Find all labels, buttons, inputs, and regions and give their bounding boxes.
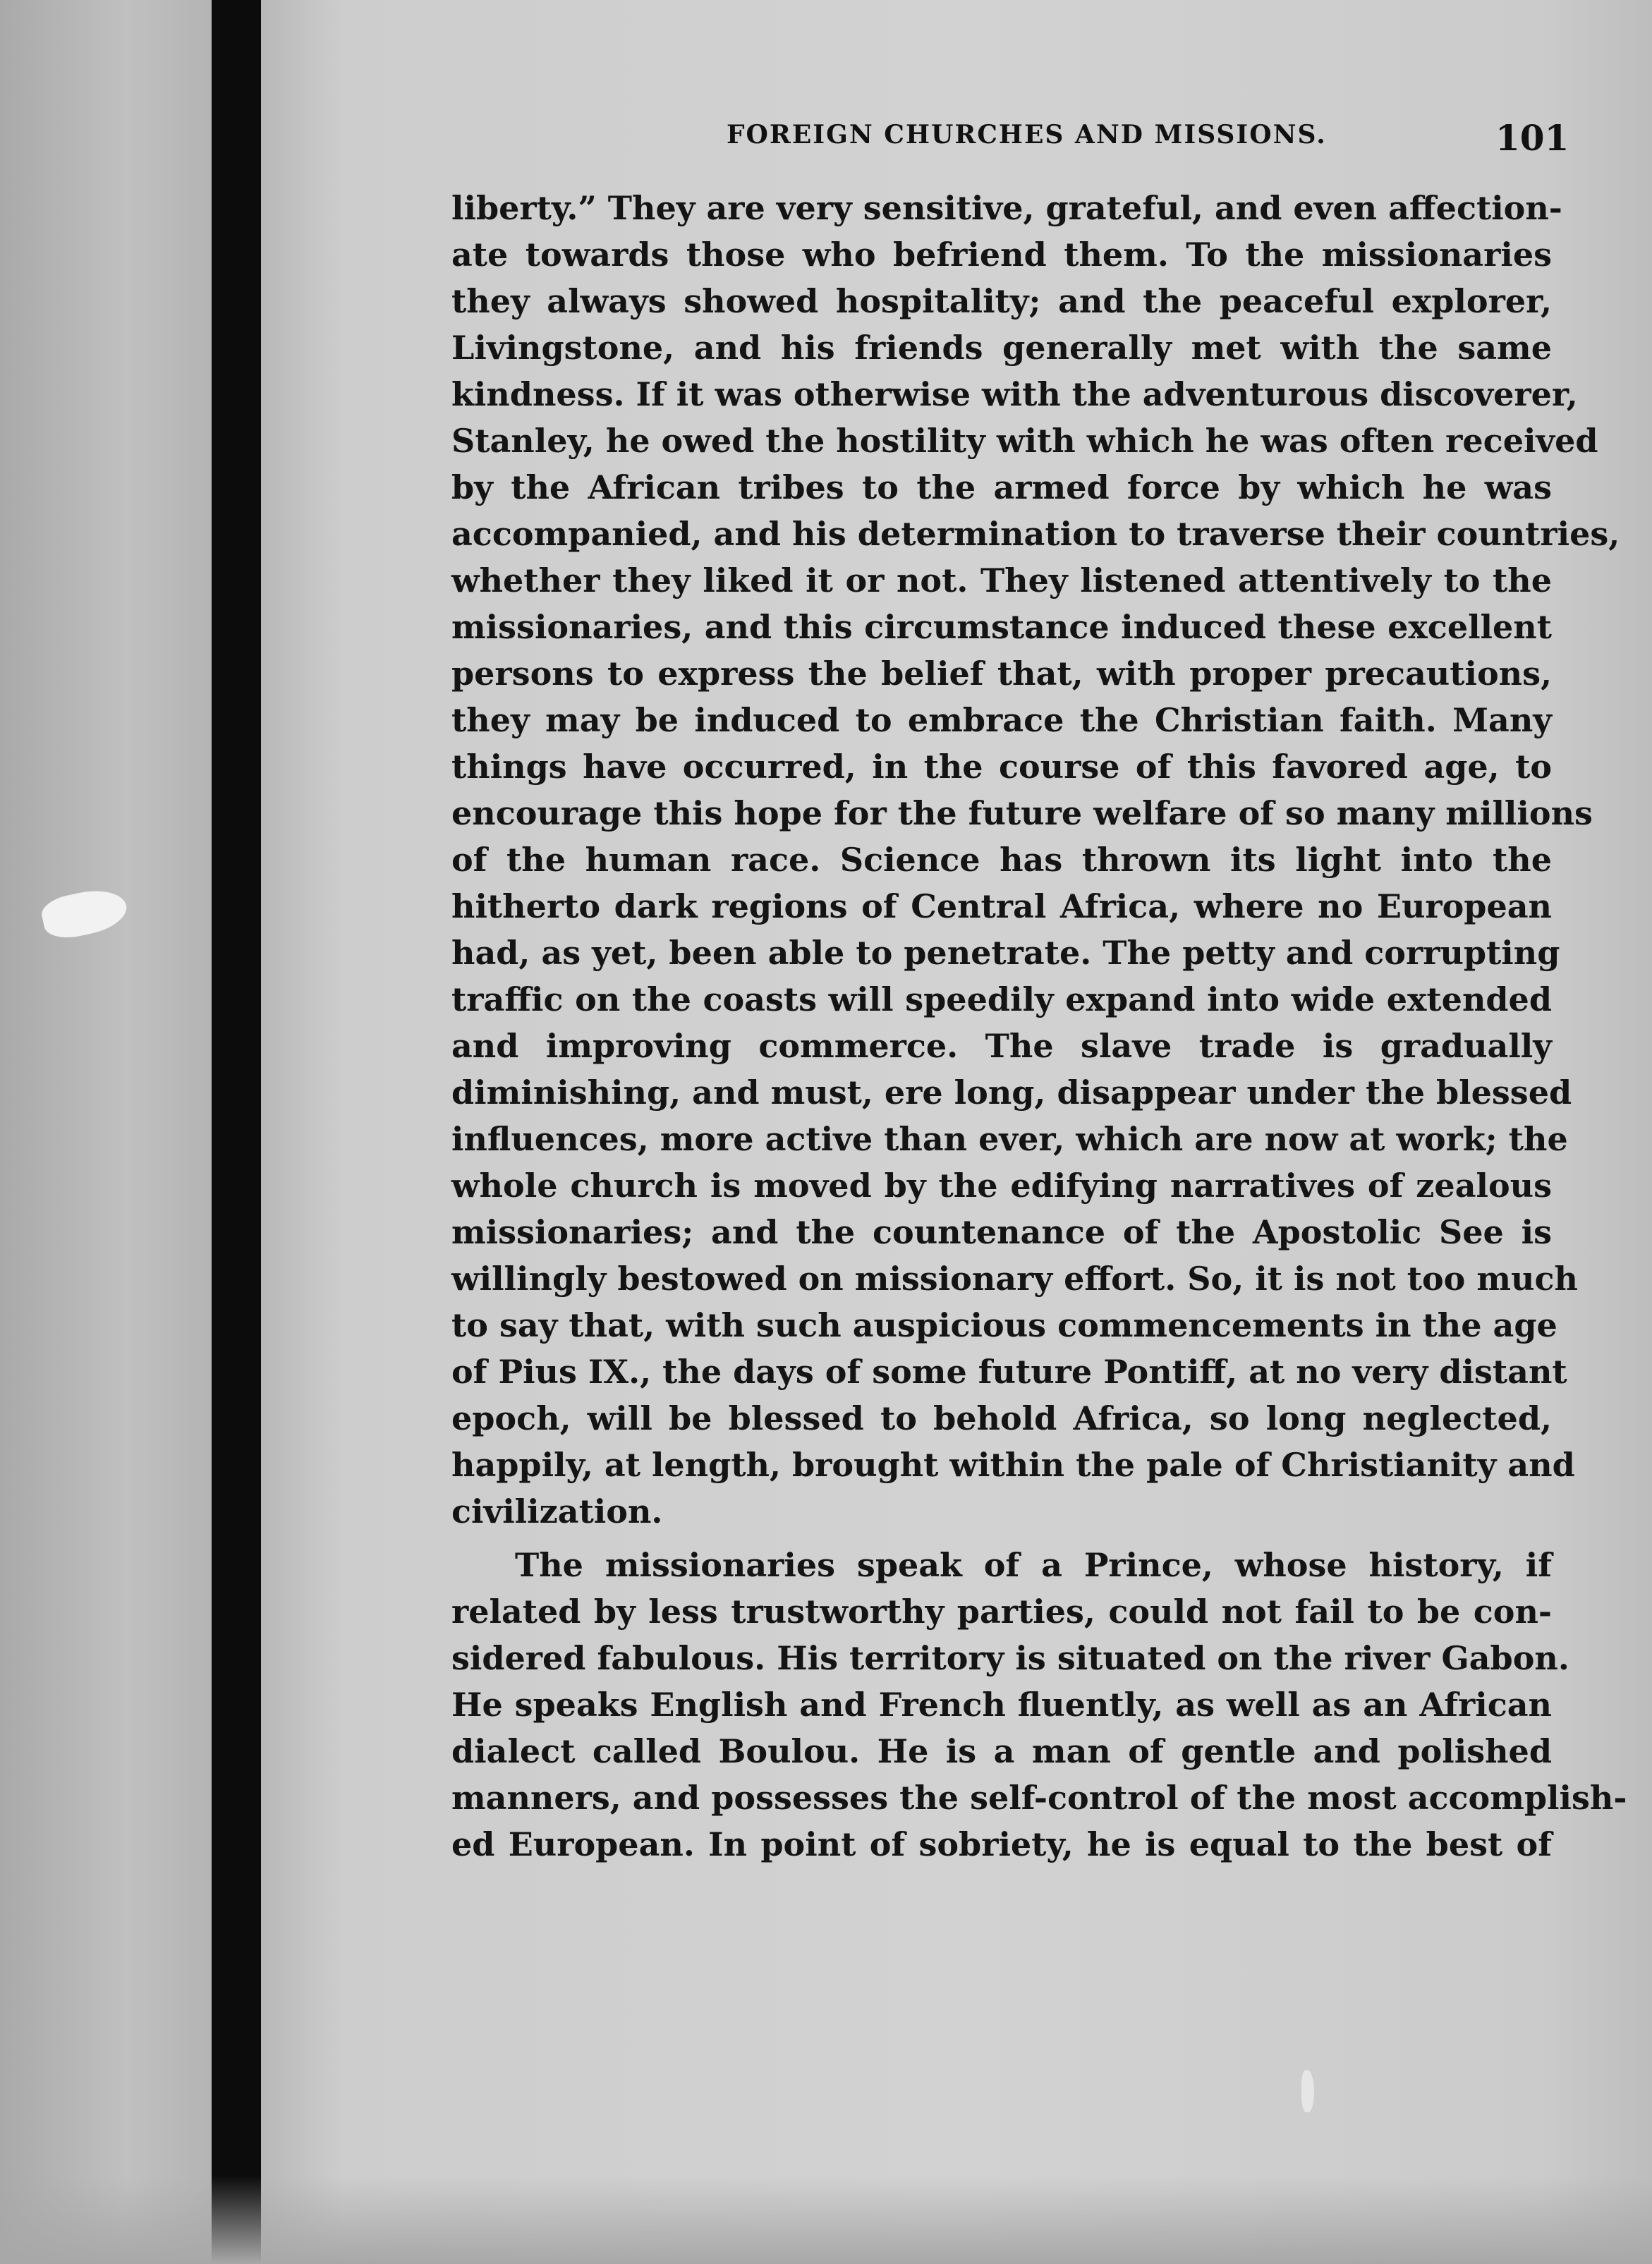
- text-line: ed European. In point of sobriety, he is equal to the best of: [451, 1825, 1552, 1863]
- body-text: [451, 185, 1627, 1868]
- page-bottom-shadow: [0, 2176, 1652, 2264]
- text-line: had, as yet, been able to penetrate. The petty and corrupting: [451, 934, 1560, 972]
- text-line: traffic on the coasts will speedily expand into wide extended: [451, 980, 1552, 1018]
- text-line: related by less trustworthy parties, could not fail to be con-: [451, 1593, 1552, 1631]
- text-line: sidered fabulous. His territory is situated on the river Gabon.: [451, 1639, 1569, 1677]
- text-line: influences, more active than ever, which are now at work; the: [451, 1120, 1568, 1158]
- text-line: whether they liked it or not. They listened attentively to the: [451, 561, 1552, 600]
- text-line: encourage this hope for the future welfare of so many millions: [451, 794, 1593, 832]
- text-line: hitherto dark regions of Central Africa, where no European: [451, 887, 1552, 925]
- text-line: to say that, with such auspicious commencements in the age: [451, 1306, 1557, 1344]
- text-line: Stanley, he owed the hostility with which he was often received: [451, 422, 1598, 460]
- text-line: liberty.” They are very sensitive, grateful, and even affection-: [451, 189, 1562, 227]
- running-head: FOREIGN CHURCHES AND MISSIONS.: [727, 120, 1327, 150]
- text-line: epoch, will be blessed to behold Africa, so long neglected,: [451, 1399, 1552, 1437]
- text-line: missionaries, and this circumstance induced these excellent: [451, 608, 1552, 646]
- text-line: things have occurred, in the course of this favored age, to: [451, 748, 1552, 786]
- text-line: they always showed hospitality; and the peaceful explorer,: [451, 282, 1552, 320]
- text-line: accompanied, and his determination to traverse their countries,: [451, 515, 1620, 553]
- text-line: they may be induced to embrace the Christian faith. Many: [451, 701, 1552, 739]
- text-line: of the human race. Science has thrown its light into the: [451, 841, 1552, 879]
- text-line: ate towards those who befriend them. To the missionaries: [451, 236, 1552, 274]
- text-line: kindness. If it was otherwise with the adventurous discoverer,: [451, 375, 1578, 413]
- text-line: civilization.: [451, 1492, 663, 1530]
- text-line: of Pius IX., the days of some future Pontiff, at no very distant: [451, 1353, 1567, 1391]
- paragraph-2: [451, 1542, 1627, 1868]
- text-line: manners, and possesses the self-control of the most accomplish-: [451, 1779, 1627, 1817]
- text-line: willingly bestowed on missionary effort. So, it is not too much: [451, 1260, 1578, 1298]
- text-line: dialect called Boulou. He is a man of gentle and polished: [451, 1732, 1552, 1770]
- paragraph-1: [451, 185, 1620, 1535]
- text-line: by the African tribes to the armed force by which he was: [451, 468, 1552, 506]
- text-line: Livingstone, and his friends generally met with the same: [451, 329, 1552, 367]
- text-line: The missionaries speak of a Prince, whose history, if: [515, 1546, 1552, 1584]
- text-line: He speaks English and French fluently, as well as an African: [451, 1686, 1552, 1724]
- text-line: diminishing, and must, ere long, disappear under the blessed: [451, 1073, 1572, 1112]
- text-line: missionaries; and the countenance of the Apostolic See is: [451, 1213, 1552, 1251]
- text-line: whole church is moved by the edifying narratives of zealous: [451, 1167, 1552, 1205]
- paper-damage-mark: [1301, 2070, 1314, 2112]
- text-line: persons to express the belief that, with proper precautions,: [451, 655, 1552, 693]
- page-number: 101: [1495, 117, 1569, 159]
- text-line: and improving commerce. The slave trade is gradually: [451, 1027, 1552, 1065]
- facing-page-edge: [0, 0, 212, 2264]
- book-gutter-shadow: [212, 0, 261, 2264]
- text-line: happily, at length, brought within the pale of Christianity and: [451, 1446, 1575, 1484]
